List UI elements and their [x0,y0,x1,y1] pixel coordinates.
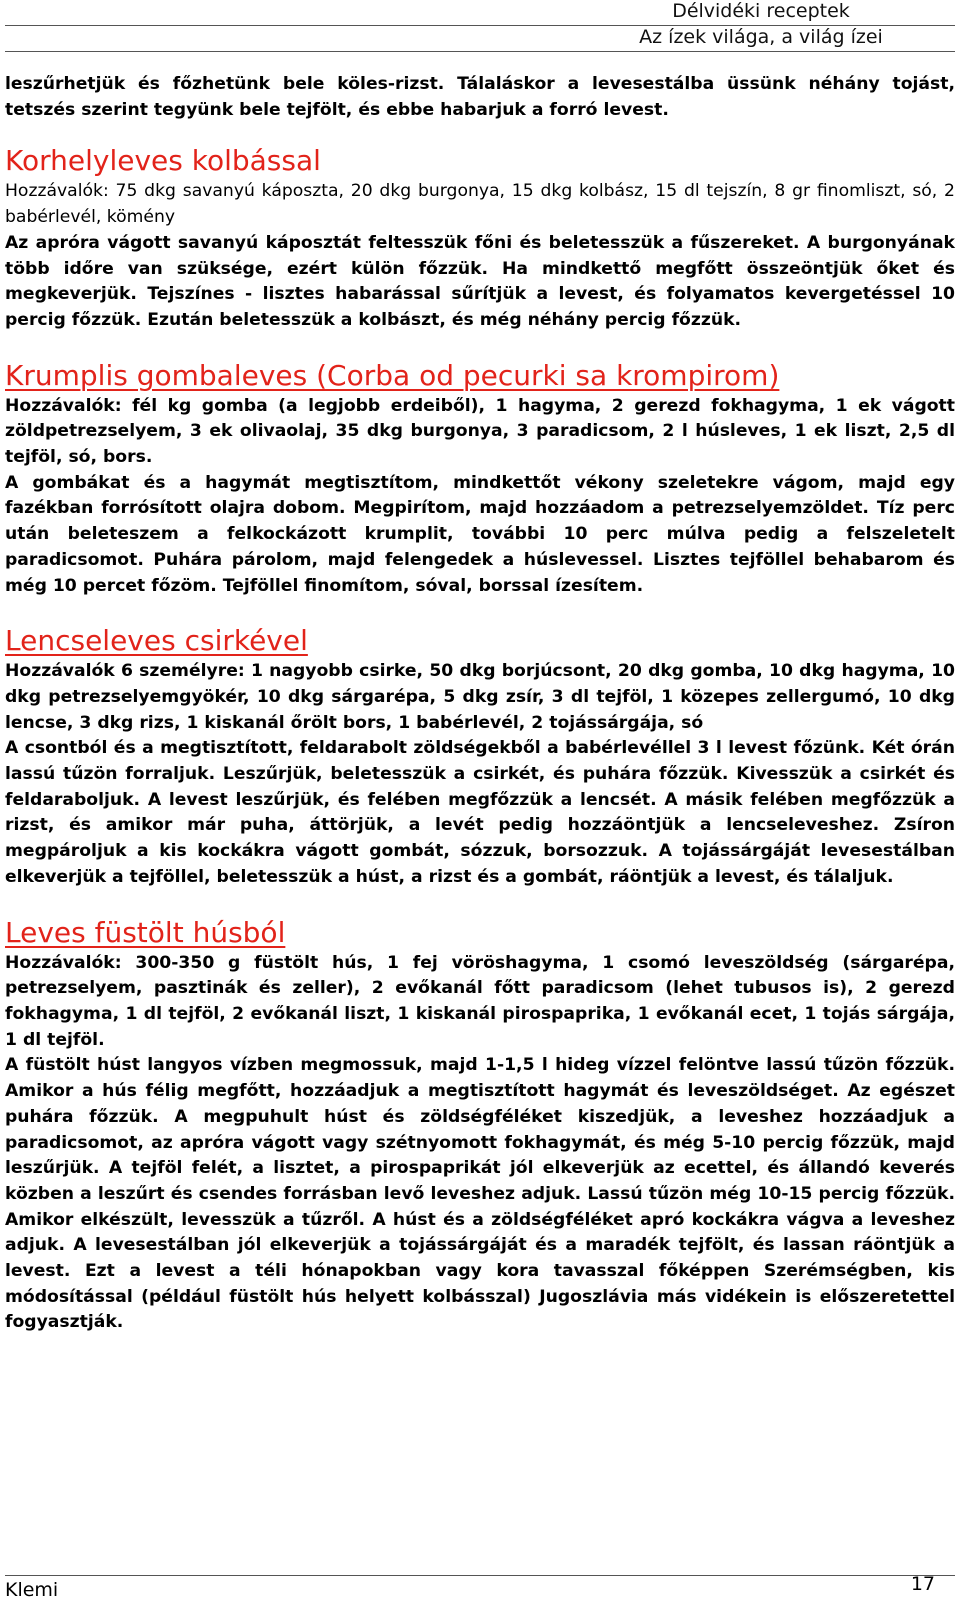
intro-paragraph: leszűrhetjük és főzhetünk bele köles-rizst. Tálaláskor a levesestálba üssünk néhány tojást, tetszés szerint tegyünk bele tejfölt, és ebbe habarjuk a forró levest. [5,74,955,120]
recipe-title: Krumplis gombaleves (Corba od pecurki sa krompirom) [5,358,780,392]
recipe-ingredients: Hozzávalók: 300-350 g füstölt hús, 1 fej vöröshagyma, 1 csomó leveszöldség (sárgarépa, petrezselyem, pasztinák és zeller), 2 evőkanál főtt paradicsom (lehet tubusos is), 2 gerezd fokhagyma, 1 dl tejföl, 2 evőkanál liszt, 1 kiskanál pirospaprika, 1 evőkanál ecet, 1 tojás sárgája, 1 dl tejföl. [5,952,955,1050]
recipe-title: Lencseleves csirkével [5,624,308,658]
header-title: Délvidéki receptek [672,0,850,22]
footer-divider [5,1575,955,1576]
page-number: 17 [910,1573,935,1595]
recipe-title: Korhelyleves kolbással [5,144,321,178]
recipe-ingredients: Hozzávalók: 75 dkg savanyú káposzta, 20 dkg burgonya, 15 dkg kolbász, 15 dl tejszín, 8 gr finomliszt, só, 2 babérlevél, kömény [5,181,955,228]
header-subtitle: Az ízek világa, a világ ízei [639,26,883,48]
page-content [5,72,955,1336]
recipe-method: A csontból és a megtisztított, feldarabolt zöldségekből a babérlevéllel 3 l levest főzünk. Két órán lassú tűzön forraljuk. Leszűrjük, beletesszük a csirkét, és puhára főzzük. Kivesszük a csirkét és feldaraboljuk. A levest leszűrjük, és felében megfőzzük a lencsét. A másik felében megfőzzük a rizst, és amikor már puha, áttörjük, a levét pedig hozzáöntjük a lencseleveshez. Zsíron megpároljuk a kis kockákra vágott gombát, sózzuk, borsozzuk. A tojássárgáját levesestálban elkeverjük a tejföllel, beletesszük a húst, a rizst és a gombát, ráöntjük a levest, és tálaljuk. [5,738,955,887]
recipe-method: A füstölt húst langyos vízben megmossuk, majd 1-1,5 l hideg vízzel felöntve lassú tűzön főzzük. Amikor a hús félig megfőtt, hozzáadjuk a megtisztított hagymát és leveszöldséget. Az egészet puhára főzzük. A megpuhult húst és zöldségféléket kiszedjük, a leveshez hozzáadjuk a paradicsomot, az apróra vágott vagy szétnyomott fokhagymát, és még 5-10 percig főzzük, majd leszűrjük. A tejföl felét, a lisztet, a pirospaprikát jól elkeverjük az ecettel, és állandó keverés közben a leszűrt és csendes forrásban levő leveshez adjuk. Lassú tűzön még 10-15 percig főzzük. Amikor elkészült, levesszük a tűzről. A húst és a zöldségféléket apró kockákra vágva a leveshez adjuk. A levesestálban jól elkeverjük a tojássárgáját és a maradék tejfölt, és lassan ráöntjük a levest. Ezt a levest a téli hónapokban vagy kora tavasszal főképpen Szerémségben, kis módosítással (például füstölt hús helyett kolbásszal) Jugoszlávia más vidékein is előszeretettel fogyasztják. [5,1055,955,1333]
recipe-method: A gombákat és a hagymát megtisztítom, mindkettőt vékony szeletekre vágom, majd egy fazékban forrósított olajra dobom. Megpirítom, majd hozzáadom a petrezselyemzöldet. Tíz perc után beleteszem a felkockázott krumplit, további 10 perc múlva pedig a felszeletelt paradicsomot. Puhára párolom, majd felengedek a húslevessel. Lisztes tejföllel behabarom és még 10 percet főzöm. Tejföllel finomítom, sóval, borssal ízesítem. [5,472,955,596]
recipe-title: Leves füstölt húsból [5,915,286,949]
footer-author: Klemi [5,1579,59,1601]
recipe-method: Az apróra vágott savanyú káposztát feltesszük főni és beletesszük a fűszereket. A burgonyának több időre van szüksége, ezért külön főzzük. Ha mindkettő megfőtt összeöntjük őket és megkeverjük. Tejszínes - lisztes habarással sűrítjük a levest, és folyamatos kevergetéssel 10 percig főzzük. Ezután beletesszük a kolbászt, és még néhány percig főzzük. [5,232,955,330]
recipe-ingredients: Hozzávalók 6 személyre: 1 nagyobb csirke, 50 dkg borjúcsont, 20 dkg gomba, 10 dkg hagyma, 10 dkg petrezselyemgyökér, 10 dkg sárgarépa, 5 dkg zsír, 3 dl tejföl, 1 közepes zellergumó, 10 dkg lencse, 3 dkg rizs, 1 kiskanál őrölt bors, 1 babérlevél, 2 tojássárgája, só [5,661,955,733]
header-divider [5,25,955,26]
recipe-ingredients: Hozzávalók: fél kg gomba (a legjobb erdeiből), 1 hagyma, 2 gerezd fokhagyma, 1 ek vágott zöldpetrezselyem, 3 ek olivaolaj, 35 dkg burgonya, 3 paradicsom, 2 l húsleves, 1 ek liszt, 2,5 dl tejföl, só, bors. [5,395,955,468]
header-divider-bottom [5,51,955,52]
